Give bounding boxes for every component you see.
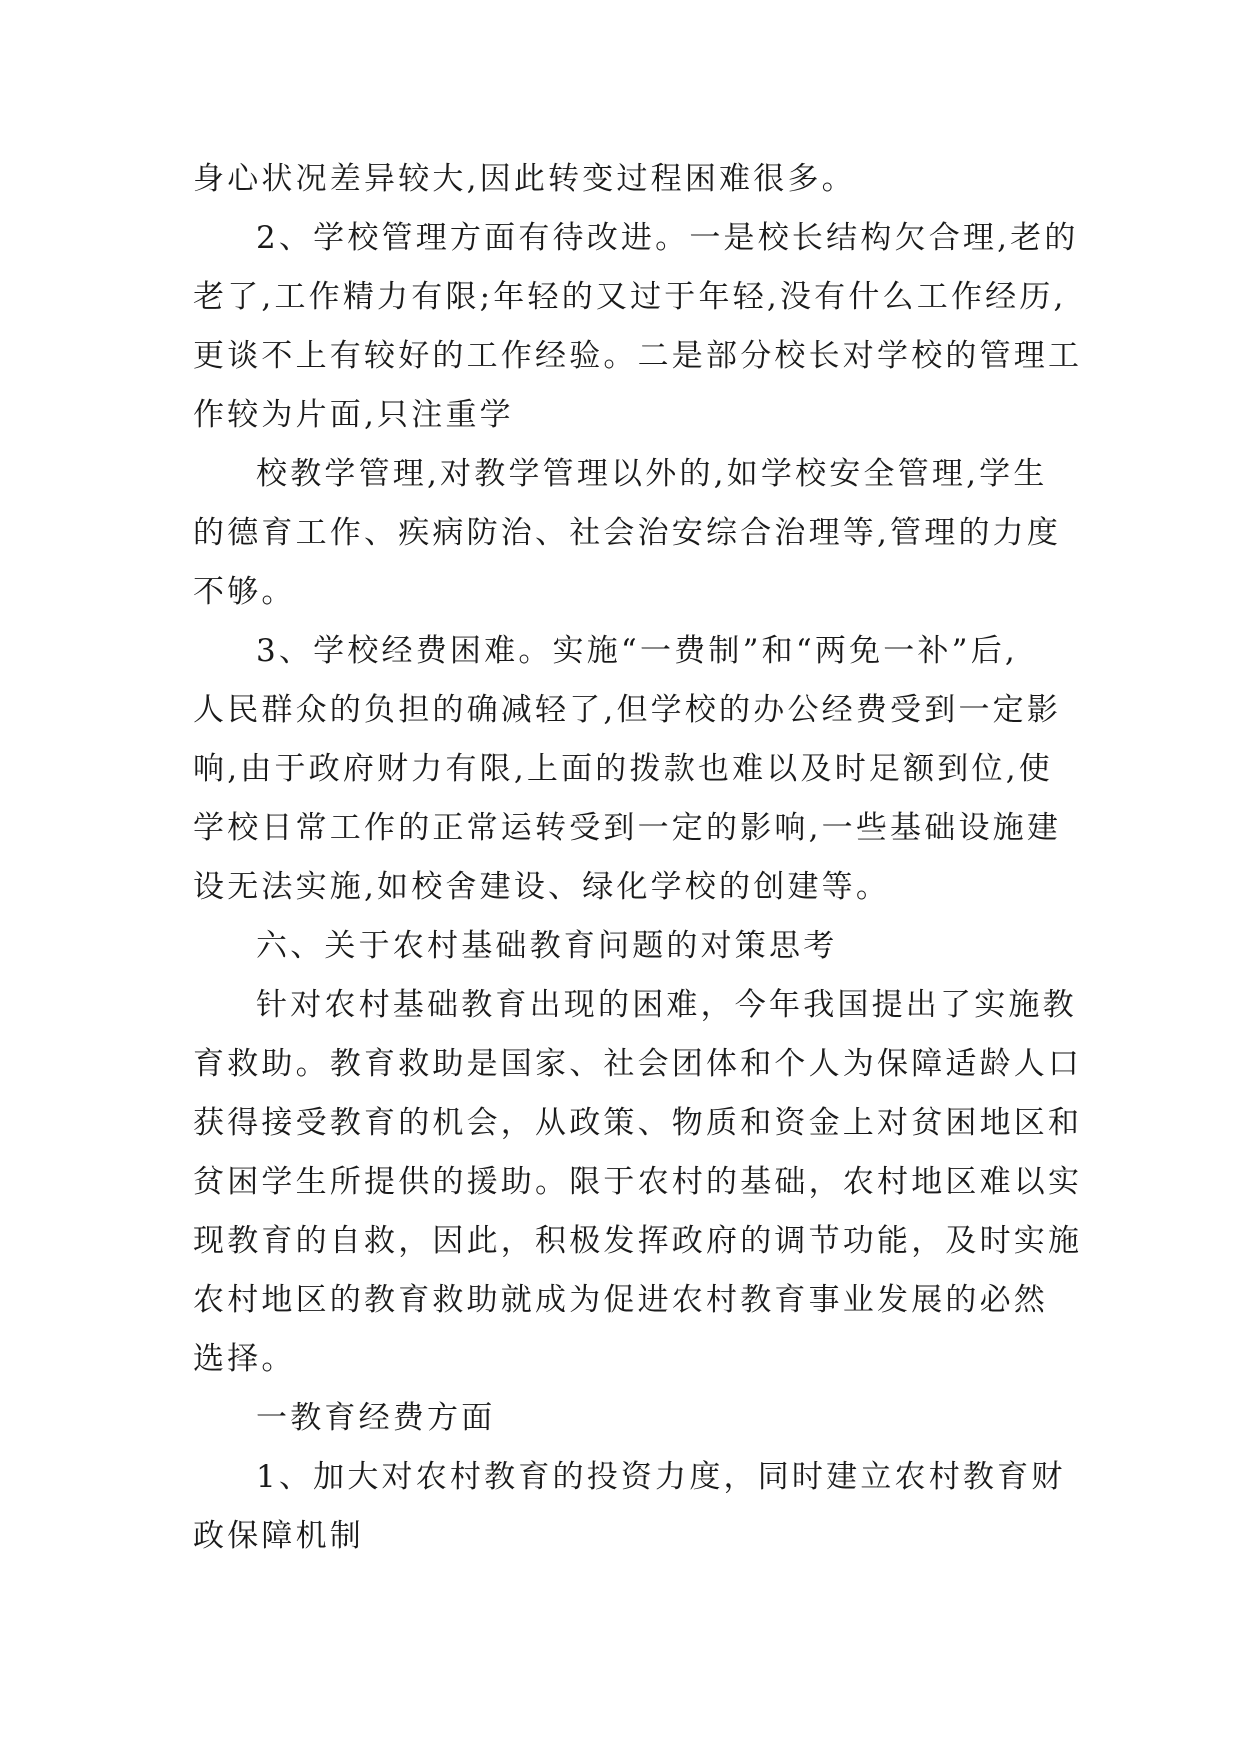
text-line: 现教育的自救，因此，积极发挥政府的调节功能，及时实施 — [193, 1223, 1083, 1259]
text-line: 2、学校管理方面有待改进。一是校长结构欠合理,老的 — [256, 220, 1079, 256]
text-line: 设无法实施,如校舍建设、绿化学校的创建等。 — [193, 869, 891, 905]
body-text — [193, 150, 1083, 1566]
text-line: 人民群众的负担的确减轻了,但学校的办公经费受到一定影 — [193, 692, 1062, 728]
text-line: 政保障机制 — [193, 1518, 364, 1554]
text-line: 1、加大对农村教育的投资力度，同时建立农村教育财 — [256, 1459, 1066, 1495]
text-line: 3、学校经费困难。实施“一费制”和“两免一补”后, — [256, 633, 1018, 669]
text-line: 老了,工作精力有限;年轻的又过于年轻,没有什么工作经历, — [193, 279, 1067, 315]
text-line: 作较为片面,只注重学 — [193, 397, 514, 433]
text-line: 获得接受教育的机会，从政策、物质和资金上对贫困地区和 — [193, 1105, 1083, 1141]
text-line: 学校日常工作的正常运转受到一定的影响,一些基础设施建 — [193, 810, 1062, 846]
text-line: 身心状况差异较大,因此转变过程困难很多。 — [193, 161, 856, 197]
text-line: 选择。 — [193, 1341, 296, 1377]
text-line: 农村地区的教育救助就成为促进农村教育事业发展的必然 — [193, 1282, 1048, 1318]
text-line: 育救助。教育救助是国家、社会团体和个人为保障适龄人口 — [193, 1046, 1083, 1082]
subsection-heading: 一教育经费方面 — [256, 1400, 496, 1436]
text-line: 贫困学生所提供的援助。限于农村的基础，农村地区难以实 — [193, 1164, 1083, 1200]
text-line: 更谈不上有较好的工作经验。二是部分校长对学校的管理工 — [193, 338, 1083, 374]
section-heading: 六、关于农村基础教育问题的对策思考 — [256, 928, 838, 964]
text-line: 不够。 — [193, 574, 296, 610]
text-line: 针对农村基础教育出现的困难，今年我国提出了实施教 — [256, 987, 1077, 1023]
text-line: 的德育工作、疾病防治、社会治安综合治理等,管理的力度 — [193, 515, 1062, 551]
text-line: 响,由于政府财力有限,上面的拨款也难以及时足额到位,使 — [193, 751, 1053, 787]
text-line: 校教学管理,对教学管理以外的,如学校安全管理,学生 — [256, 456, 1048, 492]
